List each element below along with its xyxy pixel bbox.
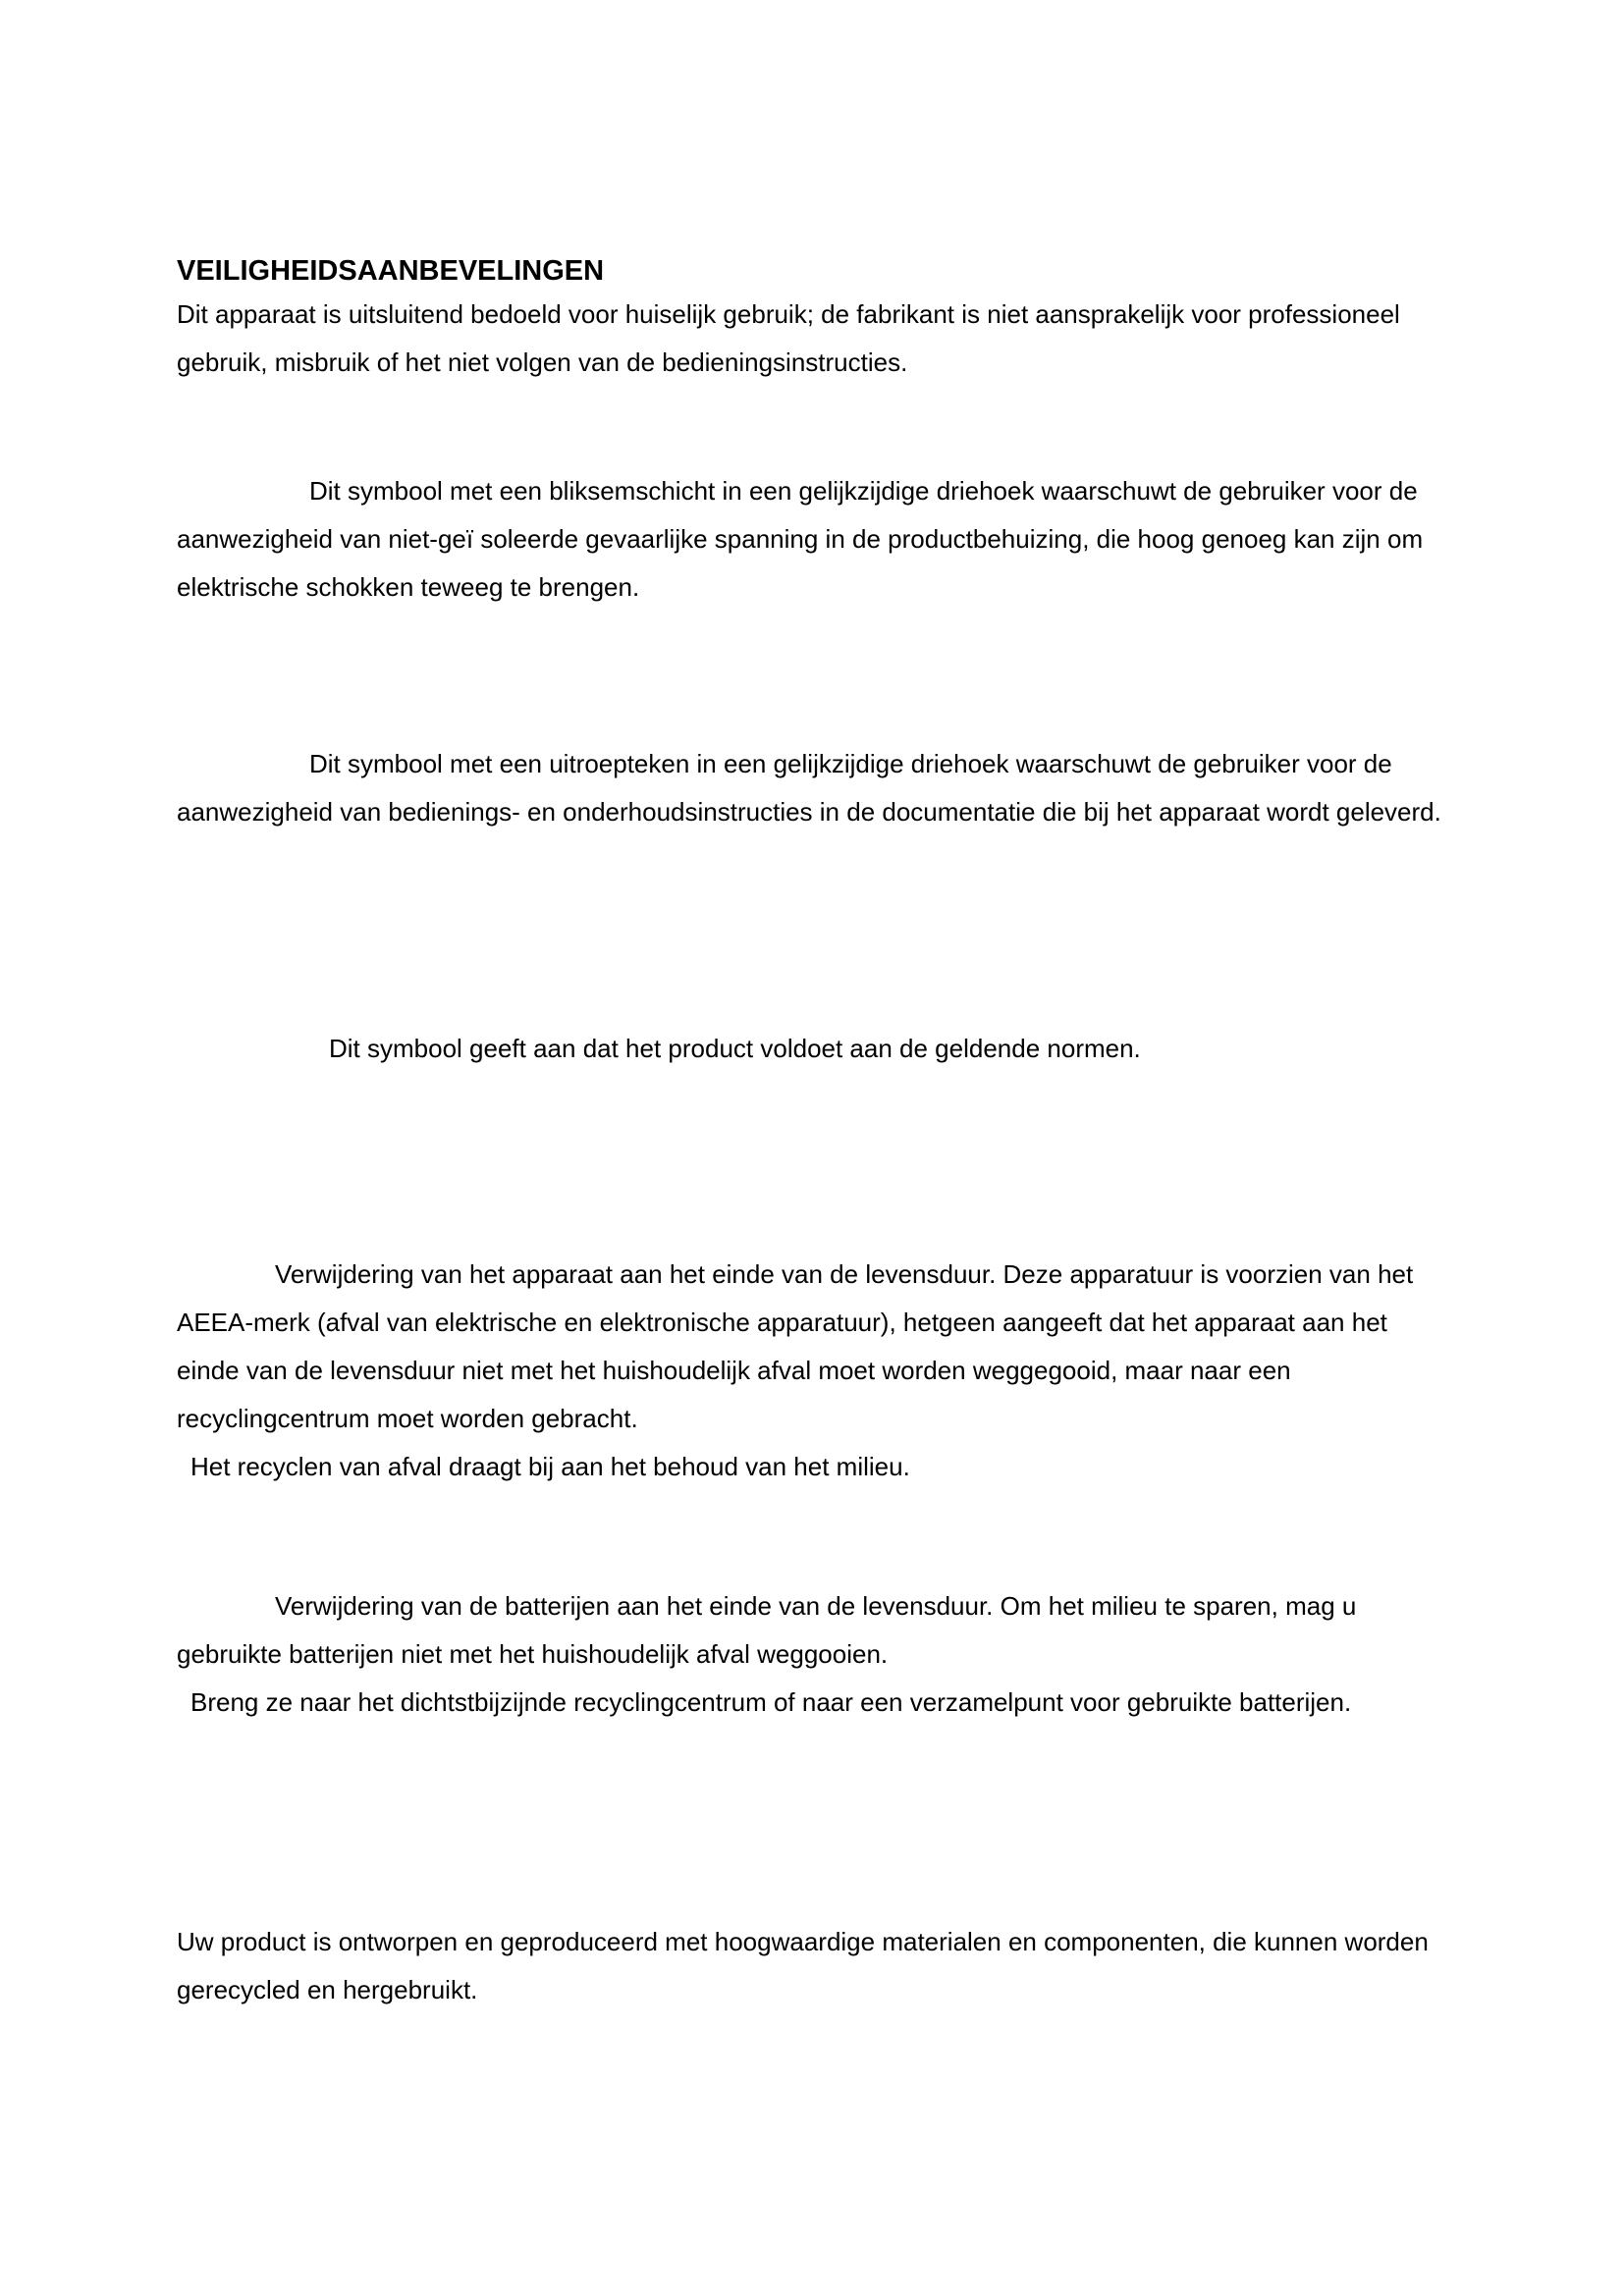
- intro-paragraph: Dit apparaat is uitsluitend bedoeld voor huiselijk gebruik; de fabrikant is niet aansprakelijk voor professioneel gebruik, misbruik of het niet volgen van de bedieningsinstructies.: [177, 299, 1400, 377]
- recycling-note: Het recyclen van afval draagt bij aan het behoud van het milieu.: [190, 1452, 910, 1481]
- battery-disposal-paragraph: Verwijdering van de batterijen aan het einde van de levensduur. Om het milieu te sparen, mag u gebruikte batterijen niet met het huishoudelijk afval weggooien.: [177, 1591, 1357, 1669]
- exclamation-symbol-paragraph: Dit symbool met een uitroepteken in een gelijkzijdige driehoek waarschuwt de gebruiker voor de aanwezigheid van bedienings- en onderhoudsinstructies in de documentatie die bij het apparaat wordt geleverd.: [177, 749, 1441, 827]
- weee-disposal-paragraph: Verwijdering van het apparaat aan het einde van de levensduur. Deze apparatuur is voorzien van het AEEA-merk (afval van elektrische en elektronische apparatuur), hetgeen aangeeft dat het apparaat aan het einde van de levensduur niet met het huishoudelijk afval moet worden weggegooid, maar naar een recyclingcentrum moet worden gebracht.: [177, 1259, 1414, 1433]
- lightning-symbol-paragraph: Dit symbool met een bliksemschicht in een gelijkzijdige driehoek waarschuwt de gebruiker voor de aanwezigheid van niet-geï soleerde gevaarlijke spanning in de productbehuizing, die hoog genoeg kan zijn om elektrische schokken teweeg te brengen.: [177, 476, 1424, 602]
- conformity-symbol-paragraph: Dit symbool geeft aan dat het product voldoet aan de geldende normen.: [329, 1034, 1141, 1063]
- closing-paragraph: Uw product is ontworpen en geproduceerd met hoogwaardige materialen en componenten, die kunnen worden gerecycled en hergebruikt.: [177, 1927, 1429, 2004]
- safety-recommendations-section: [177, 0, 1443, 2014]
- battery-note: Breng ze naar het dichtstbijzijnde recyclingcentrum of naar een verzamelpunt voor gebruikte batterijen.: [190, 1687, 1352, 1717]
- page-title: VEILIGHEIDSAANBEVELINGEN: [177, 255, 605, 287]
